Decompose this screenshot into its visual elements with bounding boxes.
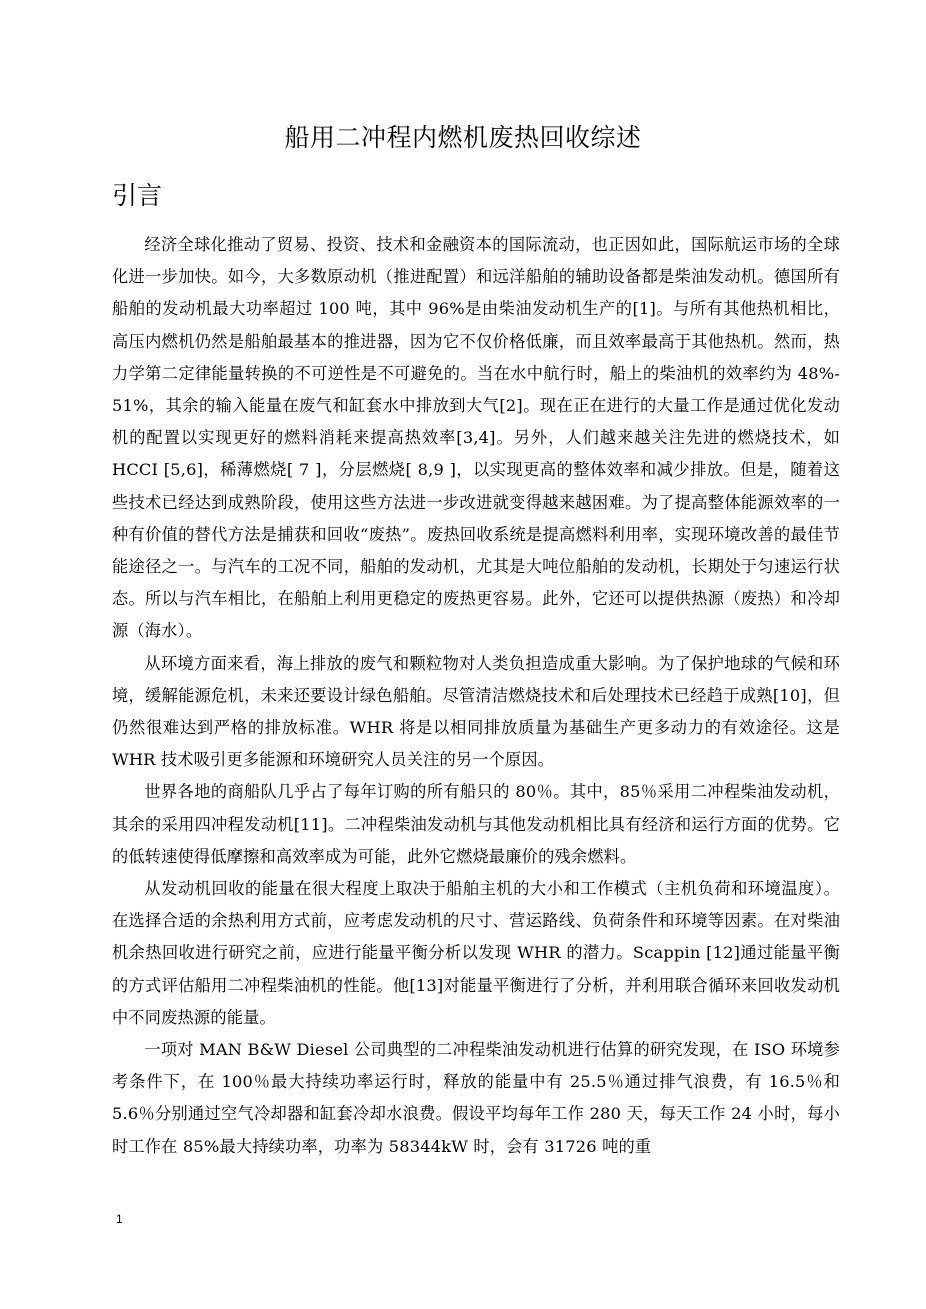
document-title: 船用二冲程内燃机废热回收综述 (284, 123, 642, 152)
paragraph-2: 从环境方面来看，海上排放的废气和颗粒物对人类负担造成重大影响。为了保护地球的气候和环境，缓解能源危机，未来还要设计绿色船舶。尽管清洁燃烧技术和后处理技术已经趋于成熟[10]，但仍然很难达到严格的排放标准。WHR 将是以相同排放质量为基础生产更多动力的有效途径。这是 WHR 技术吸引更多能源和环境研究人员关注的另一个原因。 (112, 653, 840, 770)
paragraph-3: 世界各地的商船队几乎占了每年订购的所有船只的 80％。其中，85％采用二冲程柴油发动机，其余的采用四冲程发动机[11]。二冲程柴油发动机与其他发动机相比具有经济和运行方面的优势。它的低转速使得低摩擦和高效率成为可能，此外它燃烧最廉价的残余燃料。 (112, 782, 840, 866)
paragraph-5: 一项对 MAN B&W Diesel 公司典型的二冲程柴油发动机进行估算的研究发现，在 ISO 环境参考条件下，在 100％最大持续功率运行时，释放的能量中有 25.5％通过排气浪费，有 16.5％和 5.6％分别通过空气冷却器和缸套冷却水浪费。假设平均每年工作 280 天，每天工作 24 小时，每小时工作在 85%最大持续功率，功率为 58344kW 时，会有 31726 吨的重 (112, 1040, 840, 1156)
paragraph-4: 从发动机回收的能量在很大程度上取决于船舶主机的大小和工作模式（主机负荷和环境温度）。在选择合适的余热利用方式前，应考虑发动机的尺寸、营运路线、负荷条件和环境等因素。在对柴油机余热回收进行研究之前，应进行能量平衡分析以发现 WHR 的潜力。Scappin [12]通过能量平衡的方式评估船用二冲程柴油机的性能。他[13]对能量平衡进行了分析，并利用联合循环来回收发动机中不同废热源的能量。 (112, 879, 840, 1027)
body-text (112, 229, 840, 1163)
section-heading-introduction: 引言 (112, 181, 163, 210)
paragraph-1: 经济全球化推动了贸易、投资、技术和金融资本的国际流动，也正因如此，国际航运市场的全球化进一步加快。如今，大多数原动机（推进配置）和远洋船舶的辅助设备都是柴油发动机。德国所有船舶的发动机最大功率超过 100 吨，其中 96%是由柴油发动机生产的[1]。与所有其他热机相比，高压内燃机仍然是船舶最基本的推进器，因为它不仅价格低廉，而且效率最高于其他热机。然而，热力学第二定律能量转换的不可逆性是不可避免的。当在水中航行时，船上的柴油机的效率约为 48%- 51%，其余的输入能量在废气和缸套水中排放到大气[2]。现在正在进行的大量工作是通过优化发动机的配置以实现更好的燃料消耗来提高热效率[3,4]。另外，人们越来越关注先进的燃烧技术，如 HCCI [5,6]，稀薄燃烧[ 7 ]，分层燃烧[ 8,9 ]，以实现更高的整体效率和减少排放。但是，随着这些技术已经达到成熟阶段，使用这些方法进一步改进就变得越来越困难。为了提高整体能源效率的一种有价值的替代方法是捕获和回收“废热”。废热回收系统是提高燃料利用率，实现环境改善的最佳节能途径之一。与汽车的工况不同，船舶的发动机，尤其是大吨位船舶的发动机，长期处于匀速运行状态。所以与汽车相比，在船舶上利用更稳定的废热更容易。此外，它还可以提供热源（废热）和冷却源（海水）。 (112, 235, 840, 641)
page-number: 1 (116, 1212, 123, 1226)
